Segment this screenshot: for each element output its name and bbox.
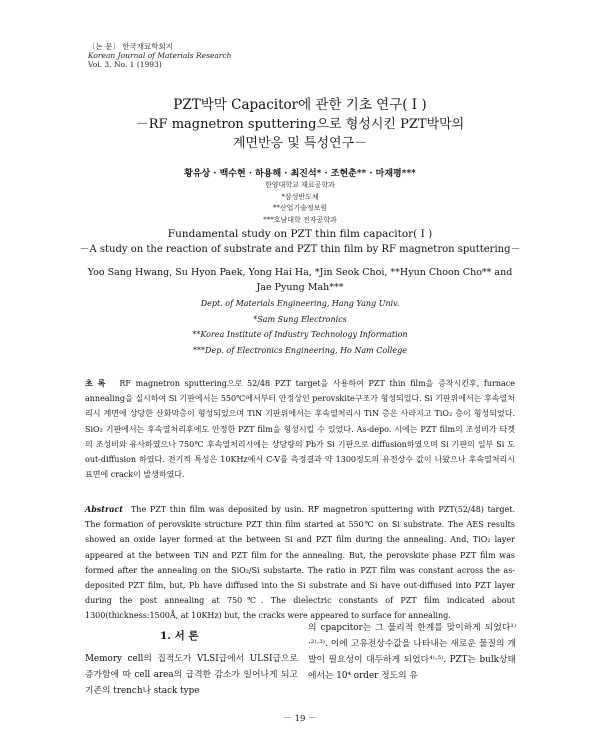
body-column-left: Memory cell의 집적도가 VLSI급에서 ULSI급으로 증가함에 따 cell area의 급격한 감소가 일어나게 되고 기존의 trench나 stack type — [85, 654, 298, 696]
masthead-journal-name: Korean Journal of Materials Research — [88, 51, 232, 60]
korean-title-line2: －RF magnetron sputtering으로 형성시킨 PZT박막의 — [135, 117, 465, 132]
korean-affiliation: **산업기술정보원 — [272, 204, 328, 212]
korean-affiliation: ***호남대학 전자공학과 — [263, 215, 337, 224]
english-affiliation: **Korea Institute of Industry Technology Information — [192, 330, 408, 339]
english-authors-line2: Jae Pyung Mah*** — [256, 282, 344, 293]
masthead-volume: Vol. 3, No. 1 (1993) — [88, 60, 162, 69]
english-title-line1: Fundamental study on PZT thin film capacitor( I ) — [167, 228, 433, 240]
korean-affiliations — [0, 180, 600, 226]
masthead-line1: 〔논 문〕 한국재료학회지 — [88, 42, 173, 51]
english-abstract-text: The PZT thin film was deposited by usin. RF magnetron sputtering with PZT(52/48) target. The formation of perovskite structure PZT thin film started at 550℃ on Si substrate. The AES results showed an oxide layer formed at the between Si and PZT film during the annealing. And, TiO₂ layer appeared at the between TiN and PZT film for the annealing. But, the perovskite phase PZT film was formed after the annealing on the SiO₂/Si substarte. The ratio in PZT film was constant across the as-deposited PZT film, but, Pb have diffused into the Si substrate and Si have out-diffused into PZT layer during the post annealing at 750℃. The dielectric constants of PZT film indicated about 1300(thickness:1500Å, at 10KHz) but, the cracks were appeared to surface for annealing. — [85, 505, 515, 621]
english-affiliation: Dept. of Materials Engineering, Hang Yang Univ. — [200, 299, 400, 308]
korean-abstract — [85, 376, 515, 482]
english-title — [0, 227, 600, 257]
korean-affiliation: *삼성반도체 — [281, 192, 319, 201]
english-abstract-label: Abstract — [85, 504, 123, 514]
english-title-line2: －A study on the reaction of substrate and PZT thin film by RF magnetron sputtering－ — [79, 244, 521, 255]
page-number: － 19 － — [283, 714, 317, 724]
body-column-right: 의 cpapcitor는 그 물리적 한계를 맞이하게 되었다¹⁾·²⁾·³⁾. 이에 고유전상수값을 나타내는 새로운 물질의 개발이 필요성이 대두하게 되었다⁴⁾·⁵⁾. PZT는 bulk상태에서는 10⁴ order 정도의 유 — [308, 623, 516, 681]
english-affiliations — [0, 296, 600, 358]
journal-masthead — [88, 42, 231, 69]
english-authors — [0, 265, 600, 295]
english-abstract — [85, 502, 515, 624]
korean-title-line1: PZT박막 Capacitor에 관한 기초 연구( I ) — [173, 97, 427, 113]
section-heading-introduction: 1. 서 론 — [160, 630, 199, 642]
english-affiliation: ***Dep. of Electronics Engineering, Ho Nam College — [193, 345, 407, 355]
korean-abstract-text: RF magnetron sputtering으로 52/48 PZT target을 사용하여 PZT thin film을 증착시킨후, furnace annealing을 실시하여 Si 기판에서는 550℃에서부터 안정상인 perovskite구조가 형성되었다. Si 기판위에서는 후속열처리시 계면에 상당한 산화막층이 형성되었으며 TiN 기판위에서는 후속열처리시 TiN 층은 사라지고 TiO₂ 층이 형성되었다. SiO₂ 기판에서는 후속열처리후에도 안정한 PZT film을 형성시킬 수 있었다. As-depo. 시에는 PZT film의 조성비가 타겟의 조성비와 유사하였으나 750℃ 후속열처리시에는 상당량의 Pb가 Si 기판으로 diffusion하였으며 Si 기판의 일부 Si 도 out-diffusion 하였다. 전기적 특성은 10KHz에서 C-V를 측정결과 약 1300정도의 유전상수 값이 나왔으나 후속열처리시 표면에 crack이 발생하였다. — [85, 379, 515, 480]
korean-abstract-label: 초 록 — [85, 378, 106, 388]
korean-title — [0, 96, 600, 153]
korean-authors: 황유상 · 백수현 · 하용해 · 최진석* · 조현춘** · 마재평*** — [184, 169, 416, 179]
english-authors-line1: Yoo Sang Hwang, Su Hyon Paek, Yong Hai Ha, *Jin Seok Choi, **Hyun Choon Cho** and — [87, 267, 513, 278]
english-affiliation: *Sam Sung Electronics — [253, 314, 347, 324]
korean-title-line3: 계면반응 및 특성연구－ — [232, 136, 368, 151]
korean-affiliation: 한양대학교 재료공학과 — [265, 181, 335, 189]
